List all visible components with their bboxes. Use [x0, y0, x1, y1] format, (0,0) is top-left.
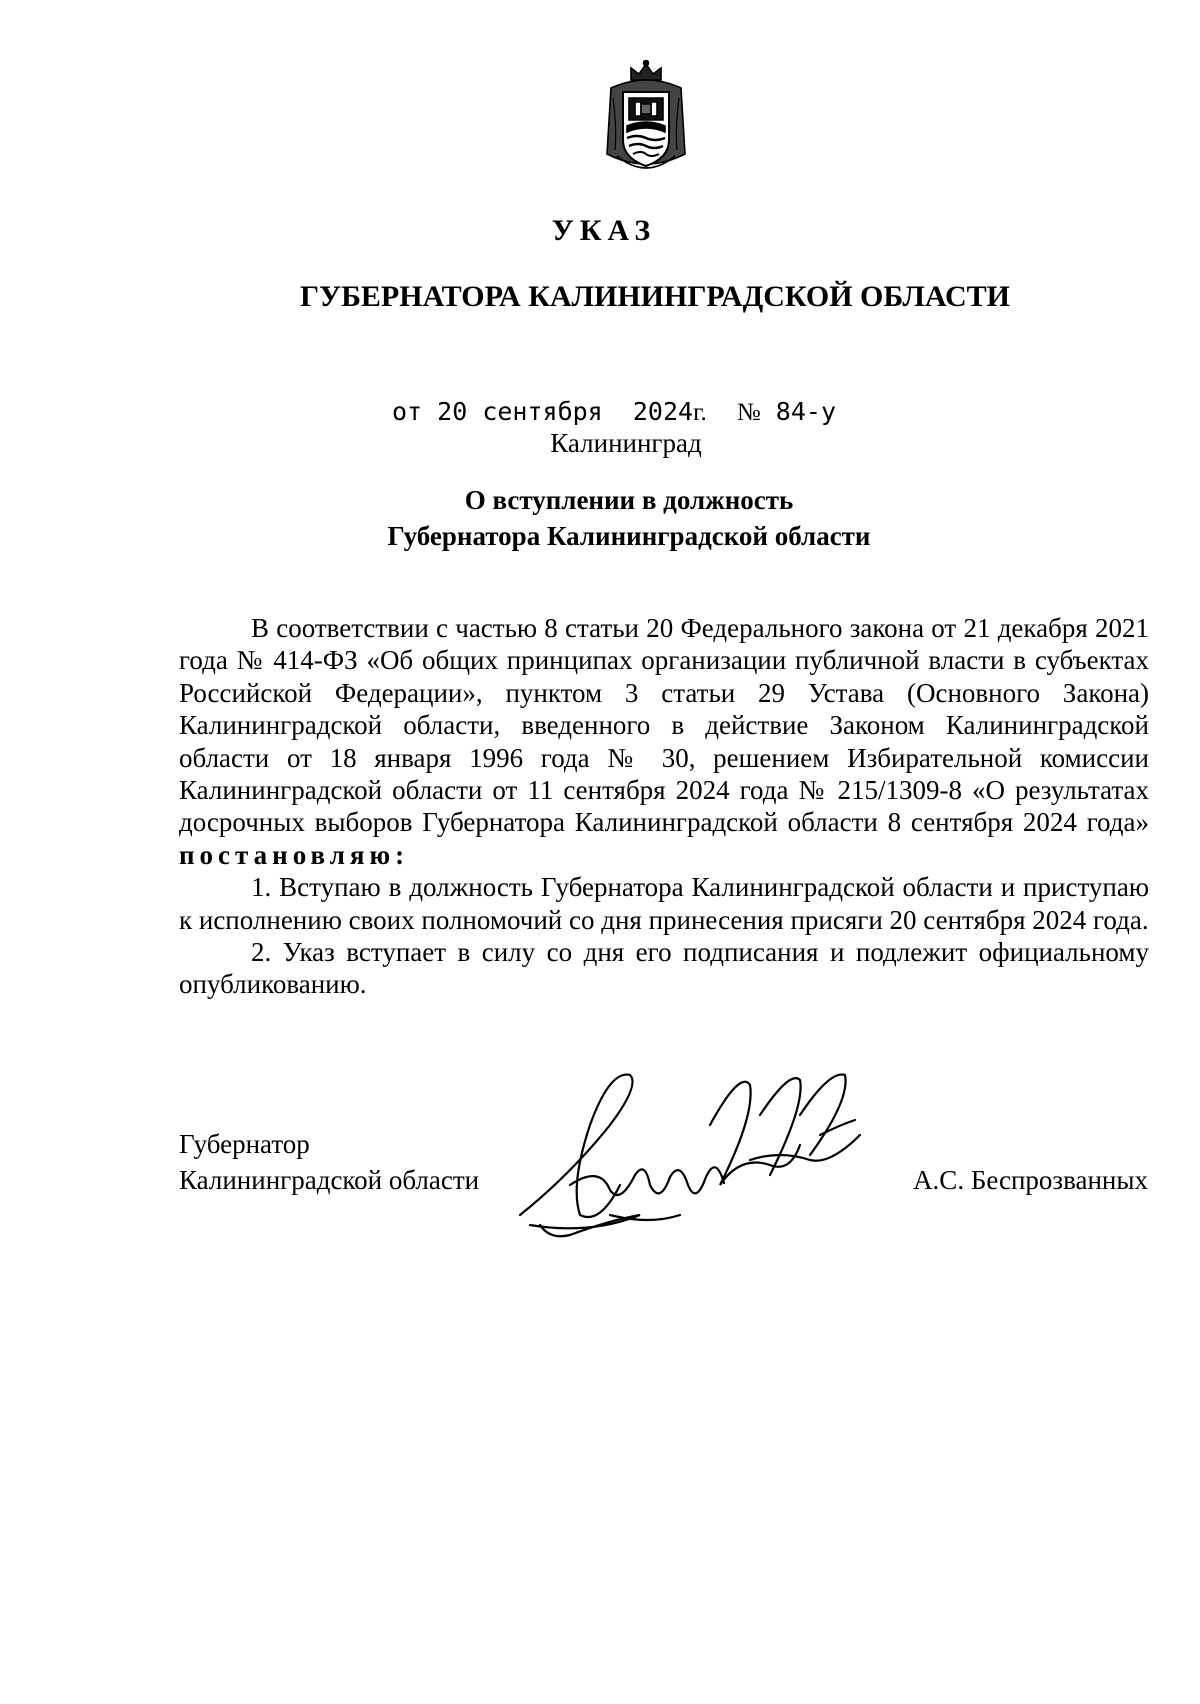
issuer-heading: ГУБЕРНАТОРА КАЛИНИНГРАДСКОЙ ОБЛАСТИ — [299, 280, 1011, 313]
subject-line-2: Губернатора Калининградской области — [387, 521, 871, 551]
item-1-paragraph: 1. Вступаю в должность Губернатора Калининградской области и приступаю к исполнению своих полномочий со дня принесения присяги 20 сентября 2024 года. — [179, 872, 1149, 935]
document-type-heading: УКАЗ — [551, 214, 657, 247]
year-suffix: г. — [693, 399, 707, 426]
city-name: Калининград — [550, 428, 702, 458]
handwritten-signature-icon — [510, 1065, 880, 1265]
signatory-name: А.С. Беспрозванных — [913, 1165, 1148, 1195]
decree-year: 2024 — [632, 397, 694, 426]
from-label: от — [392, 397, 423, 426]
signatory-position — [179, 1126, 479, 1198]
decree-body — [179, 612, 1149, 1001]
subject-line-1: О вступлении в должность — [464, 485, 794, 515]
position-line-2: Калининградской области — [179, 1165, 480, 1195]
position-line-1: Губернатор — [179, 1129, 310, 1159]
preamble-paragraph — [179, 612, 1149, 871]
item-2-paragraph: 2. Указ вступает в силу со дня его подписания и подлежит официальному опубликованию. — [179, 937, 1149, 1000]
number-label: № — [736, 399, 761, 426]
preamble-text: В соответствии с частью 8 статьи 20 Федерального закона от 21 декабря 2021 года № 414-ФЗ «Об общих принципах организации публичной власти в субъектах Российской Федерации», пунктом 3 статьи 29 Устава (Основного Закона) Калининградской области, введенного в действие Законом Калининградской области от 18 января 1996 года № 30, решением Избирательной комиссии Калининградской области от 11 сентября 2024 года № 215/1309-8 «О результатах досрочных выборов Губернатора Калининградской области 8 сентября 2024 года» — [179, 613, 1149, 838]
decree-subject — [0, 482, 1200, 554]
date-number-line — [392, 397, 836, 427]
decree-number: 84-у — [775, 397, 837, 426]
coat-of-arms-icon — [601, 58, 691, 176]
decree-colon: : — [395, 839, 405, 870]
decree-date: 20 сентября — [437, 397, 603, 426]
decree-word: постановляю — [179, 839, 396, 870]
